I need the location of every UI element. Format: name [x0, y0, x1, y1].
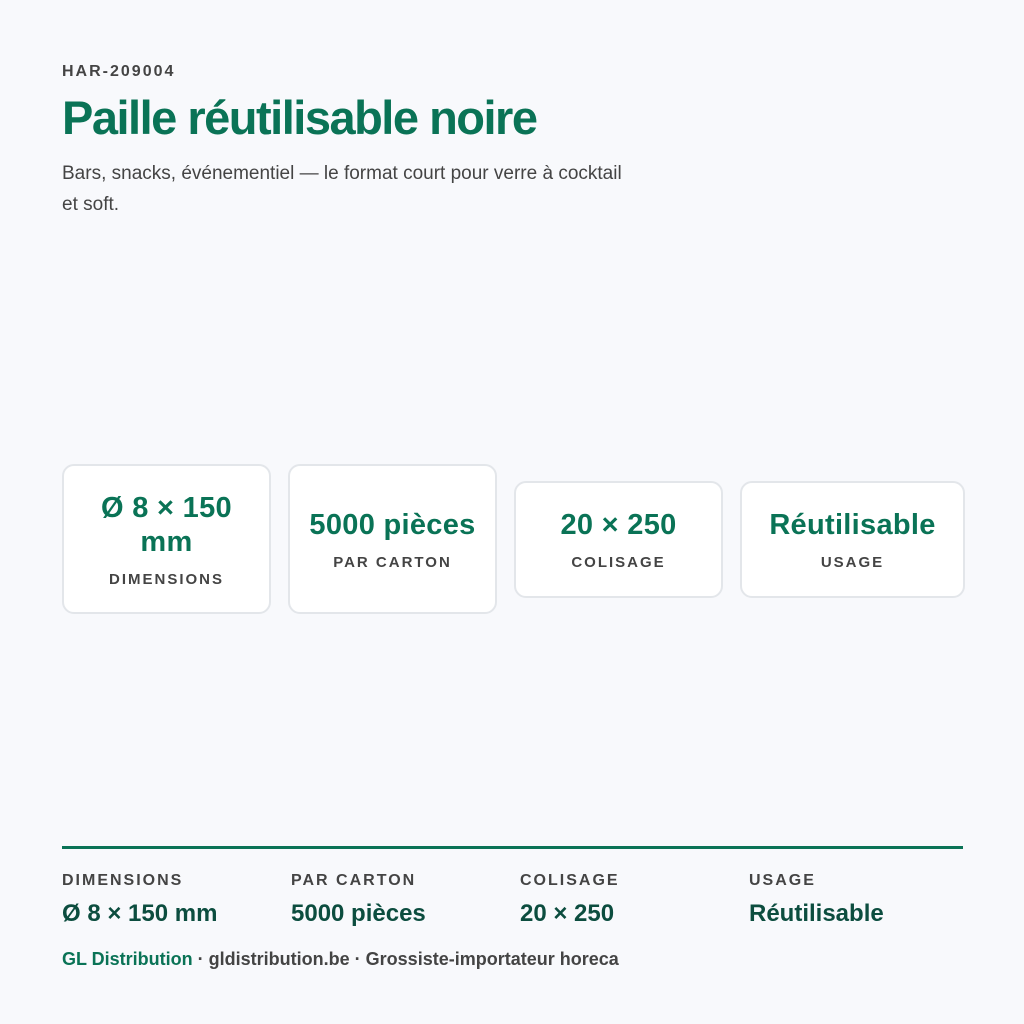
spec-dimensions-value: Ø 8 × 150 mm — [62, 900, 218, 927]
product-subtitle: Bars, snacks, événementiel — le format court pour verre à cocktail et soft. — [62, 163, 622, 215]
spec-colisage-value: 20 × 250 — [520, 900, 615, 927]
product-title: Paille réutilisable noire — [62, 91, 537, 144]
card-usage-label: USAGE — [820, 553, 885, 571]
footer-brand: GL Distribution — [62, 949, 193, 969]
spec-par-carton-label: PAR CARTON — [291, 872, 417, 889]
footer-website: gldistribution.be — [208, 949, 350, 969]
spec-usage-label: USAGE — [749, 872, 816, 889]
card-colisage-label: COLISAGE — [571, 553, 666, 571]
card-dimensions-value: Ø 8 × 150 mm — [101, 491, 232, 558]
spec-par-carton — [291, 872, 520, 928]
spec-colisage — [520, 872, 749, 928]
footer — [62, 949, 619, 970]
footer-separator: · — [192, 949, 209, 969]
card-dimensions — [62, 464, 271, 614]
spec-table — [62, 872, 963, 928]
card-colisage — [514, 481, 723, 598]
spec-dimensions-label: DIMENSIONS — [62, 872, 184, 889]
card-dimensions-label: DIMENSIONS — [108, 570, 224, 588]
footer-separator: · — [349, 949, 366, 969]
spec-dimensions — [62, 872, 291, 928]
card-par-carton-label: PAR CARTON — [333, 553, 452, 571]
card-par-carton — [288, 464, 497, 614]
spec-usage — [749, 872, 978, 928]
footer-tagline: Grossiste-importateur horeca — [365, 949, 619, 969]
card-usage-value: Réutilisable — [769, 508, 936, 541]
section-divider — [62, 846, 963, 849]
card-par-carton-value: 5000 pièces — [309, 508, 476, 541]
spec-usage-value: Réutilisable — [749, 900, 884, 927]
spec-colisage-label: COLISAGE — [520, 872, 620, 889]
card-colisage-value: 20 × 250 — [560, 508, 677, 541]
product-sku: HAR-209004 — [62, 63, 176, 80]
card-usage — [740, 481, 965, 598]
spec-par-carton-value: 5000 pièces — [291, 900, 426, 927]
feature-cards — [62, 464, 963, 614]
